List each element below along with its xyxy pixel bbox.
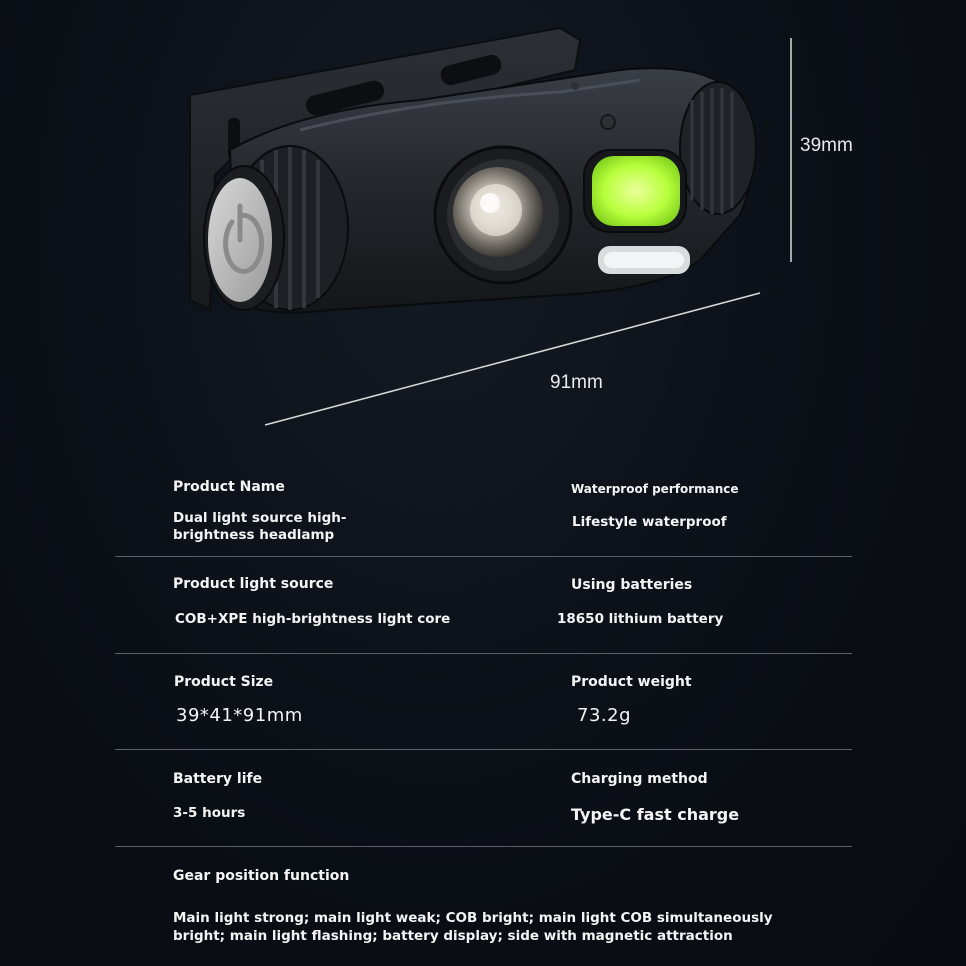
gear-value-line2: bright; main light flashing; battery display; side with magnetic attraction — [173, 928, 733, 944]
row-divider — [115, 846, 852, 847]
batteries-value: 18650 lithium battery — [557, 611, 724, 627]
cob-light-panel — [584, 150, 690, 274]
battery-life-value: 3-5 hours — [173, 805, 246, 821]
size-value: 39*41*91mm — [176, 705, 303, 726]
row-divider — [115, 556, 852, 557]
row-divider — [115, 749, 852, 750]
weight-label: Product weight — [571, 674, 692, 690]
charging-label: Charging method — [571, 771, 708, 787]
row-divider — [115, 653, 852, 654]
gear-value-line1: Main light strong; main light weak; COB bright; main light COB simultaneously — [173, 910, 773, 926]
product-name-value-line1: Dual light source high- — [173, 510, 347, 526]
light-source-value: COB+XPE high-brightness light core — [175, 611, 451, 627]
length-label: 91mm — [550, 372, 603, 393]
waterproof-label: Waterproof performance — [571, 482, 739, 496]
length-dimension-line — [265, 293, 760, 425]
gear-label: Gear position function — [173, 868, 350, 884]
size-label: Product Size — [174, 674, 274, 690]
light-source-label: Product light source — [173, 576, 334, 592]
main-light-lens — [435, 147, 571, 283]
battery-life-label: Battery life — [173, 771, 263, 787]
end-cap — [204, 146, 348, 310]
height-label: 39mm — [800, 135, 853, 156]
waterproof-value: Lifestyle waterproof — [572, 514, 727, 530]
product-name-value-line2: brightness headlamp — [173, 527, 335, 543]
product-name-label: Product Name — [173, 479, 285, 495]
headlamp-illustration — [0, 0, 966, 440]
product-image-area — [0, 0, 966, 440]
charging-value: Type-C fast charge — [571, 805, 740, 824]
batteries-label: Using batteries — [571, 577, 693, 593]
weight-value: 73.2g — [577, 705, 632, 726]
